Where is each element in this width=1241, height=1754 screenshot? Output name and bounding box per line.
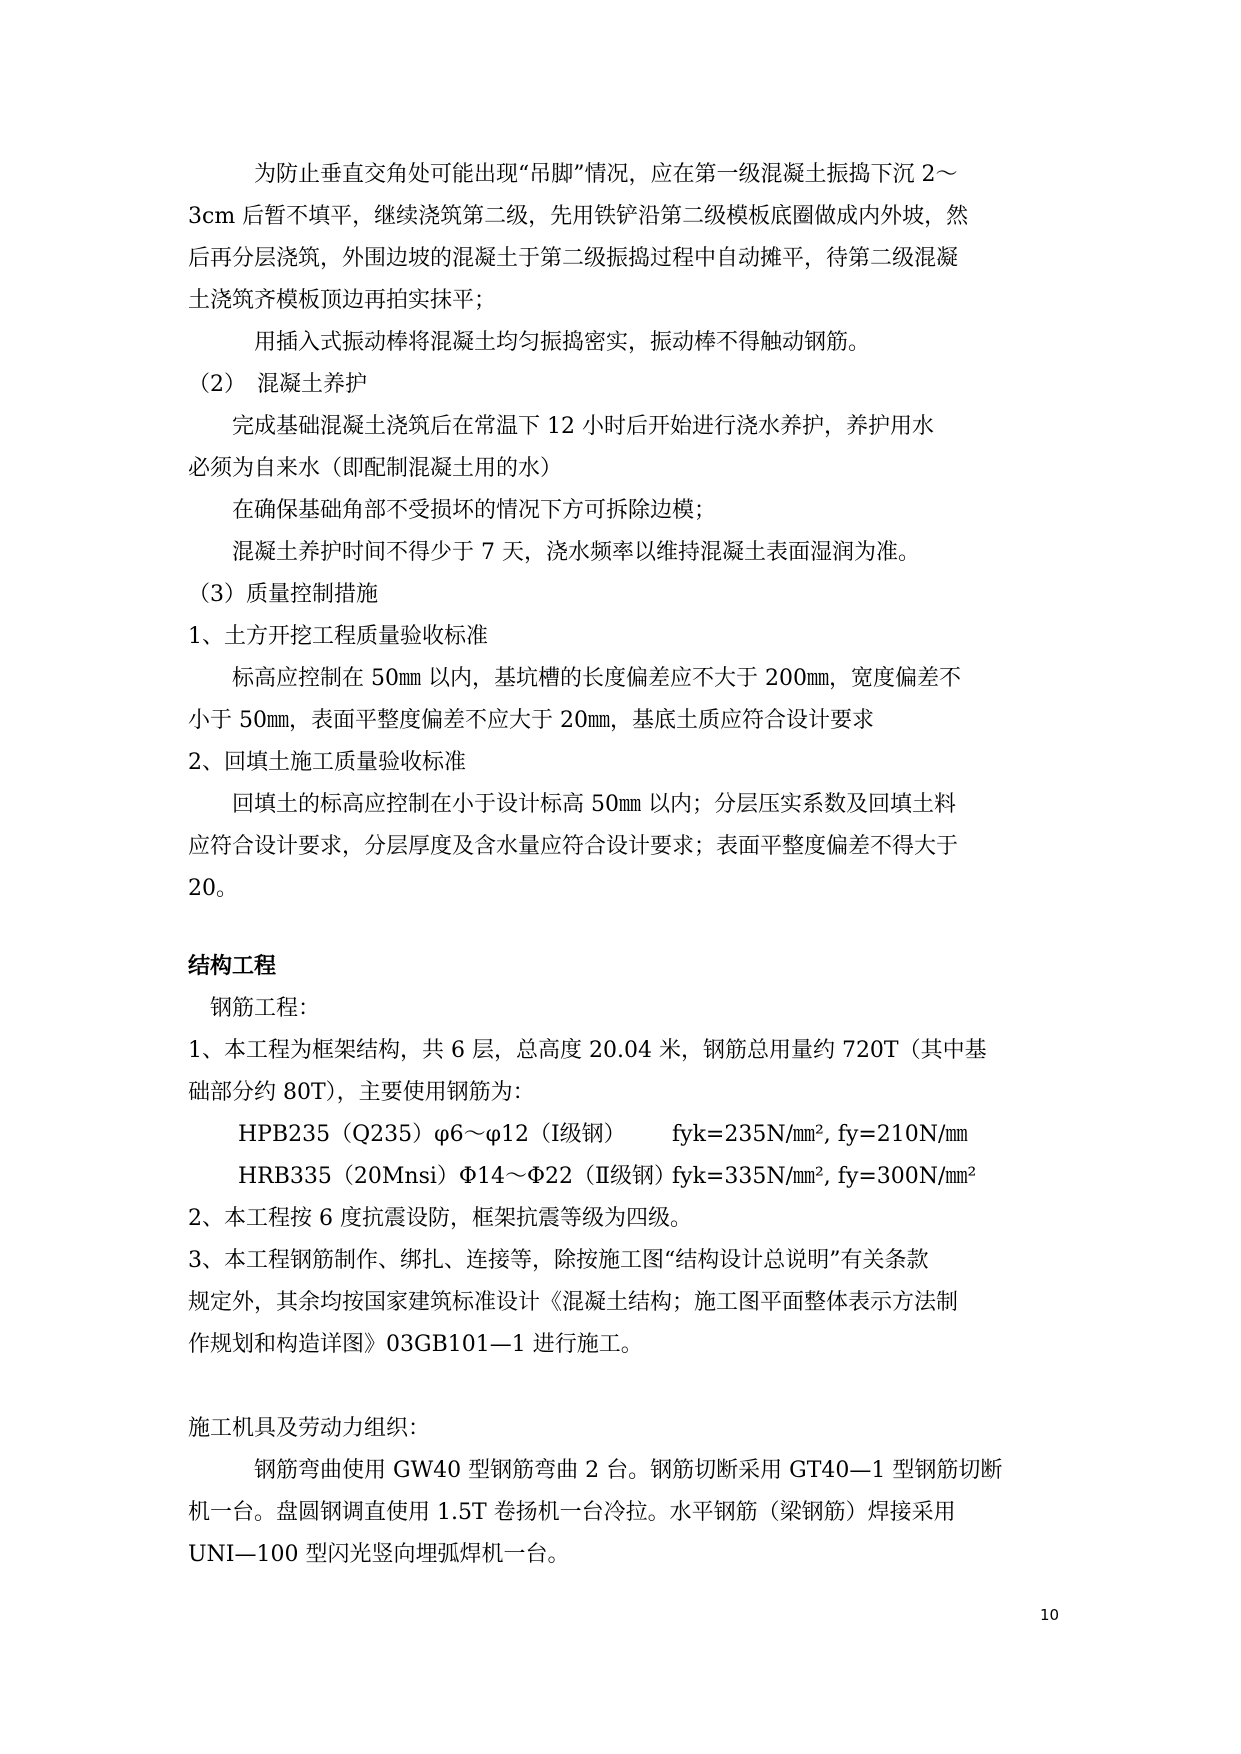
paragraph-line: 为防止垂直交角处可能出现“吊脚”情况，应在第一级混凝土振捣下沉 2～	[188, 162, 958, 187]
machinery-heading: 施工机具及劳动力组织：	[188, 1416, 431, 1441]
paragraph-line: 必须为自来水（即配制混凝土用的水）	[188, 456, 563, 481]
section-title: 结构工程	[188, 954, 277, 979]
subsection-heading: （3）质量控制措施	[188, 582, 378, 607]
paragraph-line: 混凝土养护时间不得少于 7 天，浇水频率以维持混凝土表面湿润为准。	[188, 540, 920, 565]
steel-grade-2: HRB335（20Mnsi）Φ14～Φ22（Ⅱ级钢）	[238, 1164, 676, 1189]
steel-values-2: fyk=335N/㎜², fy=300N/㎜²	[672, 1164, 977, 1189]
paragraph-line: 作规划和构造详图》03GB101—1 进行施工。	[188, 1332, 643, 1357]
paragraph-line: 钢筋弯曲使用 GW40 型钢筋弯曲 2 台。钢筋切断采用 GT40—1 型钢筋切断	[188, 1458, 1003, 1483]
paragraph-line: 在确保基础角部不受损坏的情况下方可拆除边模；	[188, 498, 717, 523]
paragraph-line: 小于 50㎜，表面平整度偏差不应大于 20㎜，基底土质应符合设计要求	[188, 708, 874, 733]
paragraph-line: 机一台。盘圆钢调直使用 1.5T 卷扬机一台冷拉。水平钢筋（梁钢筋）焊接采用	[188, 1500, 956, 1525]
paragraph-line: 20。	[188, 876, 238, 901]
paragraph-line: 回填土的标高应控制在小于设计标高 50㎜ 以内；分层压实系数及回填土料	[188, 792, 956, 817]
paragraph-line: 3、本工程钢筋制作、绑扎、连接等，除按施工图“结构设计总说明”有关条款	[188, 1248, 929, 1273]
list-item-heading: 1、土方开挖工程质量验收标准	[188, 624, 488, 649]
paragraph-line: 完成基础混凝土浇筑后在常温下 12 小时后开始进行浇水养护，养护用水	[188, 414, 934, 439]
paragraph-line: 2、本工程按 6 度抗震设防，框架抗震等级为四级。	[188, 1206, 692, 1231]
steel-grade-1: HPB235（Q235）φ6～φ12（Ⅰ级钢）	[238, 1122, 626, 1147]
page-number: 10	[1040, 1606, 1060, 1624]
steel-values-1: fyk=235N/㎜², fy=210N/㎜	[672, 1122, 968, 1147]
paragraph-line: 土浇筑齐模板顶边再拍实抹平；	[188, 288, 497, 313]
subsection-heading: （2） 混凝土养护	[188, 372, 367, 397]
paragraph-line: 3cm 后暂不填平，继续浇筑第二级，先用铁铲沿第二级模板底圈做成内外坡，然	[188, 204, 969, 229]
paragraph-line: 规定外，其余均按国家建筑标准设计《混凝土结构；施工图平面整体表示方法制	[188, 1290, 959, 1315]
paragraph-line: 用插入式振动棒将混凝土均匀振捣密实，振动棒不得触动钢筋。	[188, 330, 871, 355]
paragraph-line: 1、本工程为框架结构，共 6 层，总高度 20.04 米，钢筋总用量约 720T（其中基	[188, 1038, 987, 1063]
paragraph-line: 应符合设计要求，分层厚度及含水量应符合设计要求；表面平整度偏差不得大于	[188, 834, 959, 859]
paragraph-line: 础部分约 80T），主要使用钢筋为：	[188, 1080, 535, 1105]
list-item-heading: 2、回填土施工质量验收标准	[188, 750, 466, 775]
paragraph-line: UNI—100 型闪光竖向埋弧焊机一台。	[188, 1542, 570, 1567]
paragraph-line: 后再分层浇筑，外围边坡的混凝土于第二级振捣过程中自动摊平，待第二级混凝	[188, 246, 959, 271]
steel-heading: 钢筋工程：	[188, 996, 321, 1021]
paragraph-line: 标高应控制在 50㎜ 以内，基坑槽的长度偏差应不大于 200㎜，宽度偏差不	[188, 666, 961, 691]
